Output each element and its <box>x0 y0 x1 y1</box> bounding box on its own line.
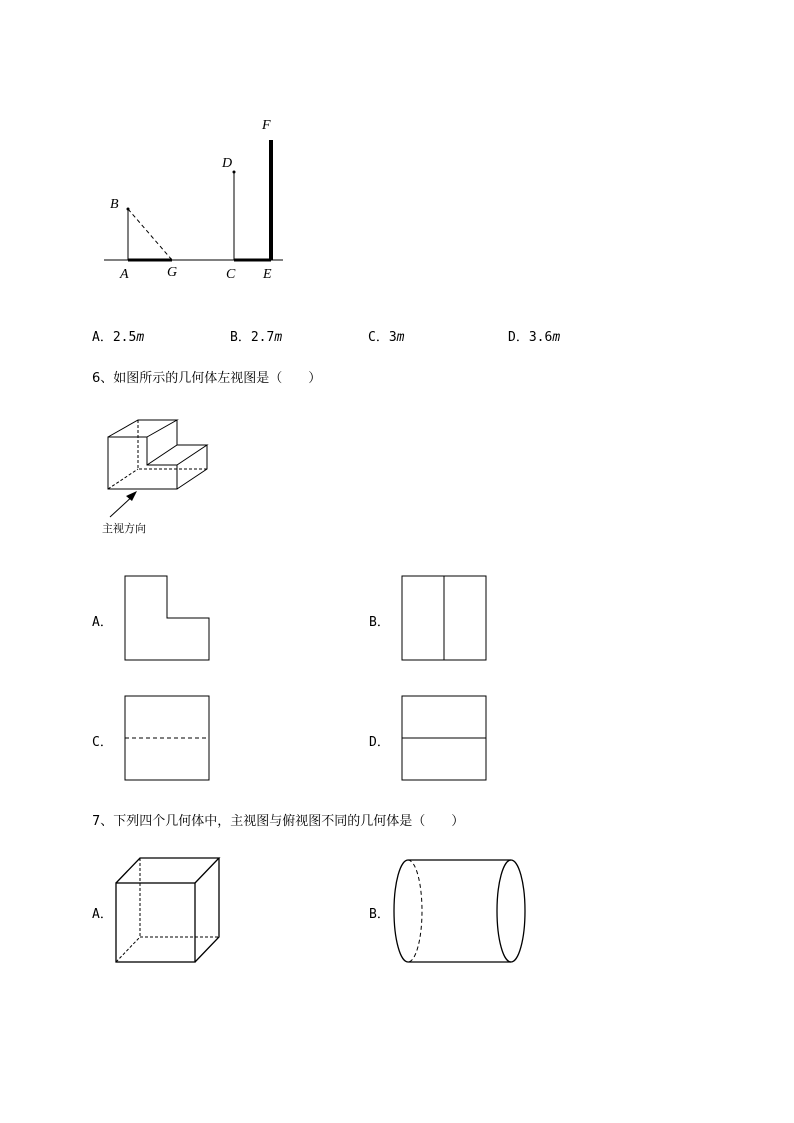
q7-option-a-label[interactable]: A． <box>92 907 113 922</box>
option-unit: m <box>274 330 283 345</box>
label-a: A <box>120 267 129 282</box>
option-unit: m <box>396 330 405 345</box>
label-e: E <box>263 267 272 282</box>
label-g: G <box>167 265 178 280</box>
option-unit: m <box>552 330 561 345</box>
q6-question: 6、如图所示的几何体左视图是（ ） <box>92 371 322 386</box>
direction-label: 主视方向 <box>102 522 146 535</box>
label-f: F <box>262 118 271 133</box>
label-b: B <box>110 197 119 212</box>
option-value: 3.6 <box>528 330 553 345</box>
option-letter: C． <box>368 330 389 345</box>
option-value: 2.5 <box>112 330 137 345</box>
q6-option-d-label[interactable]: D． <box>369 735 390 750</box>
option-unit: m <box>136 330 145 345</box>
q6-option-b-label[interactable]: B． <box>369 615 390 630</box>
label-d: D <box>222 156 233 171</box>
q6-option-c-label[interactable]: C． <box>92 735 113 750</box>
q7-option-b-label[interactable]: B． <box>369 907 390 922</box>
option-value: 2.7 <box>250 330 275 345</box>
q6-option-a-label[interactable]: A． <box>92 615 113 630</box>
option-letter: A． <box>92 330 113 345</box>
q7-question: 7、下列四个几何体中，主视图与俯视图不同的几何体是（ ） <box>92 814 465 829</box>
option-value: 3 <box>388 330 397 345</box>
label-c: C <box>226 267 236 282</box>
option-letter: B． <box>230 330 251 345</box>
option-letter: D． <box>508 330 529 345</box>
